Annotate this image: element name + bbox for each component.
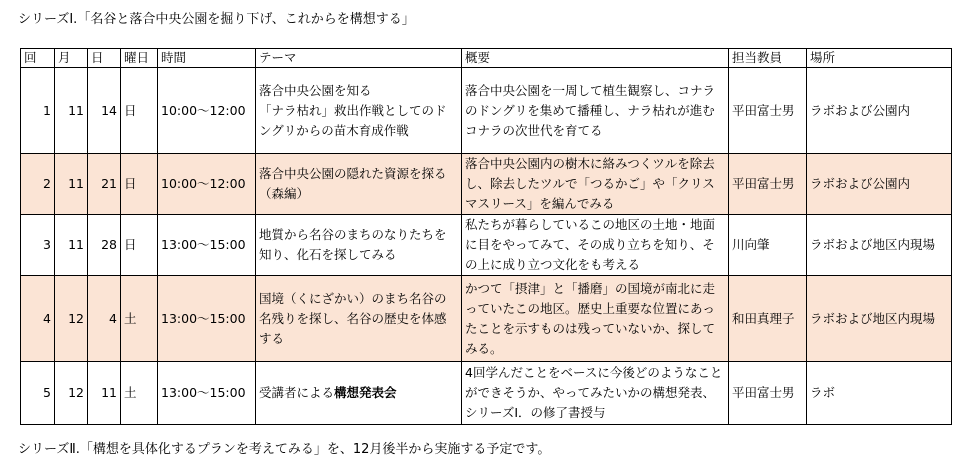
theme-bold: 構想発表会 [334,385,397,400]
cell-day: 21 [88,154,121,215]
cell-dow: 土 [121,276,158,362]
cell-teacher: 川向肇 [729,215,807,276]
cell-kai: 2 [21,154,55,215]
cell-summary: 私たちが暮らしているこの地区の土地・地面に目をやってみて、その成り立ちを知り、その上に成り立つ文化をも考える [462,215,729,276]
table-row [21,276,952,362]
cell-summary: 4回学んだことをベースに今後どのようなことができそうか、やってみたいかの構想発表、シリーズⅠ．の修了書授与 [462,362,729,425]
series-title: シリーズⅠ.「名谷と落合中央公園を掘り下げ、これからを構想する」 [18,12,415,27]
header-teacher: 担当教員 [729,49,807,68]
table-row [21,68,952,154]
theme-prefix: 受講者による [259,385,335,400]
cell-place: ラボおよび地区内現場 [807,215,952,276]
cell-time: 10:00～12:00 [158,68,256,154]
cell-day: 28 [88,215,121,276]
cell-theme: 国境（くにざかい）のまち名谷の名残りを探し、名谷の歴史を体感する [256,276,462,362]
cell-teacher: 平田富士男 [729,154,807,215]
cell-summary: かつて「摂津」と「播磨」の国境が南北に走っていたこの地区。歴史上重要な位置にあったことを示すものは残っていないか、探してみる。 [462,276,729,362]
cell-day: 14 [88,68,121,154]
cell-teacher: 平田富士男 [729,68,807,154]
cell-kai: 4 [21,276,55,362]
cell-teacher: 和田真理子 [729,276,807,362]
header-row [21,49,952,68]
cell-place: ラボ [807,362,952,425]
header-day: 日 [88,49,121,68]
cell-theme: 落合中央公園の隠れた資源を探る（森編） [256,154,462,215]
cell-dow: 日 [121,68,158,154]
cell-place: ラボおよび公園内 [807,68,952,154]
cell-dow: 土 [121,362,158,425]
cell-month: 11 [55,68,88,154]
cell-month: 11 [55,215,88,276]
cell-place: ラボおよび公園内 [807,154,952,215]
header-summary: 概要 [462,49,729,68]
footer-note: シリーズⅡ.「構想を具体化するプランを考えてみる」を、12月後半から実施する予定です。 [18,442,551,457]
cell-kai: 3 [21,215,55,276]
cell-summary: 落合中央公園内の樹木に絡みつくツルを除去し、除去したツルで「つるかご」や「クリスマスリース」を編んでみる [462,154,729,215]
cell-kai: 1 [21,68,55,154]
cell-month: 11 [55,154,88,215]
cell-place: ラボおよび地区内現場 [807,276,952,362]
cell-teacher: 平田富士男 [729,362,807,425]
cell-kai: 5 [21,362,55,425]
cell-dow: 日 [121,215,158,276]
table-row [21,154,952,215]
header-theme: テーマ [256,49,462,68]
cell-time: 13:00～15:00 [158,362,256,425]
header-kai: 回 [21,49,55,68]
cell-month: 12 [55,276,88,362]
cell-dow: 日 [121,154,158,215]
cell-time: 10:00～12:00 [158,154,256,215]
header-place: 場所 [807,49,952,68]
cell-month: 12 [55,362,88,425]
cell-theme: 地質から名谷のまちのなりたちを知り、化石を探してみる [256,215,462,276]
cell-day: 11 [88,362,121,425]
table-row [21,362,952,425]
cell-theme [256,362,462,425]
table-row [21,215,952,276]
cell-theme: 落合中央公園を知る 「ナラ枯れ」救出作戦としてのドングリからの苗木育成作戦 [256,68,462,154]
cell-time: 13:00～15:00 [158,215,256,276]
header-month: 月 [55,49,88,68]
header-time: 時間 [158,49,256,68]
cell-day: 4 [88,276,121,362]
cell-time: 13:00～15:00 [158,276,256,362]
schedule-table [20,48,952,425]
header-dow: 曜日 [121,49,158,68]
cell-summary: 落合中央公園を一周して植生観察し、コナラのドングリを集めて播種し、ナラ枯れが進むコナラの次世代を育てる [462,68,729,154]
